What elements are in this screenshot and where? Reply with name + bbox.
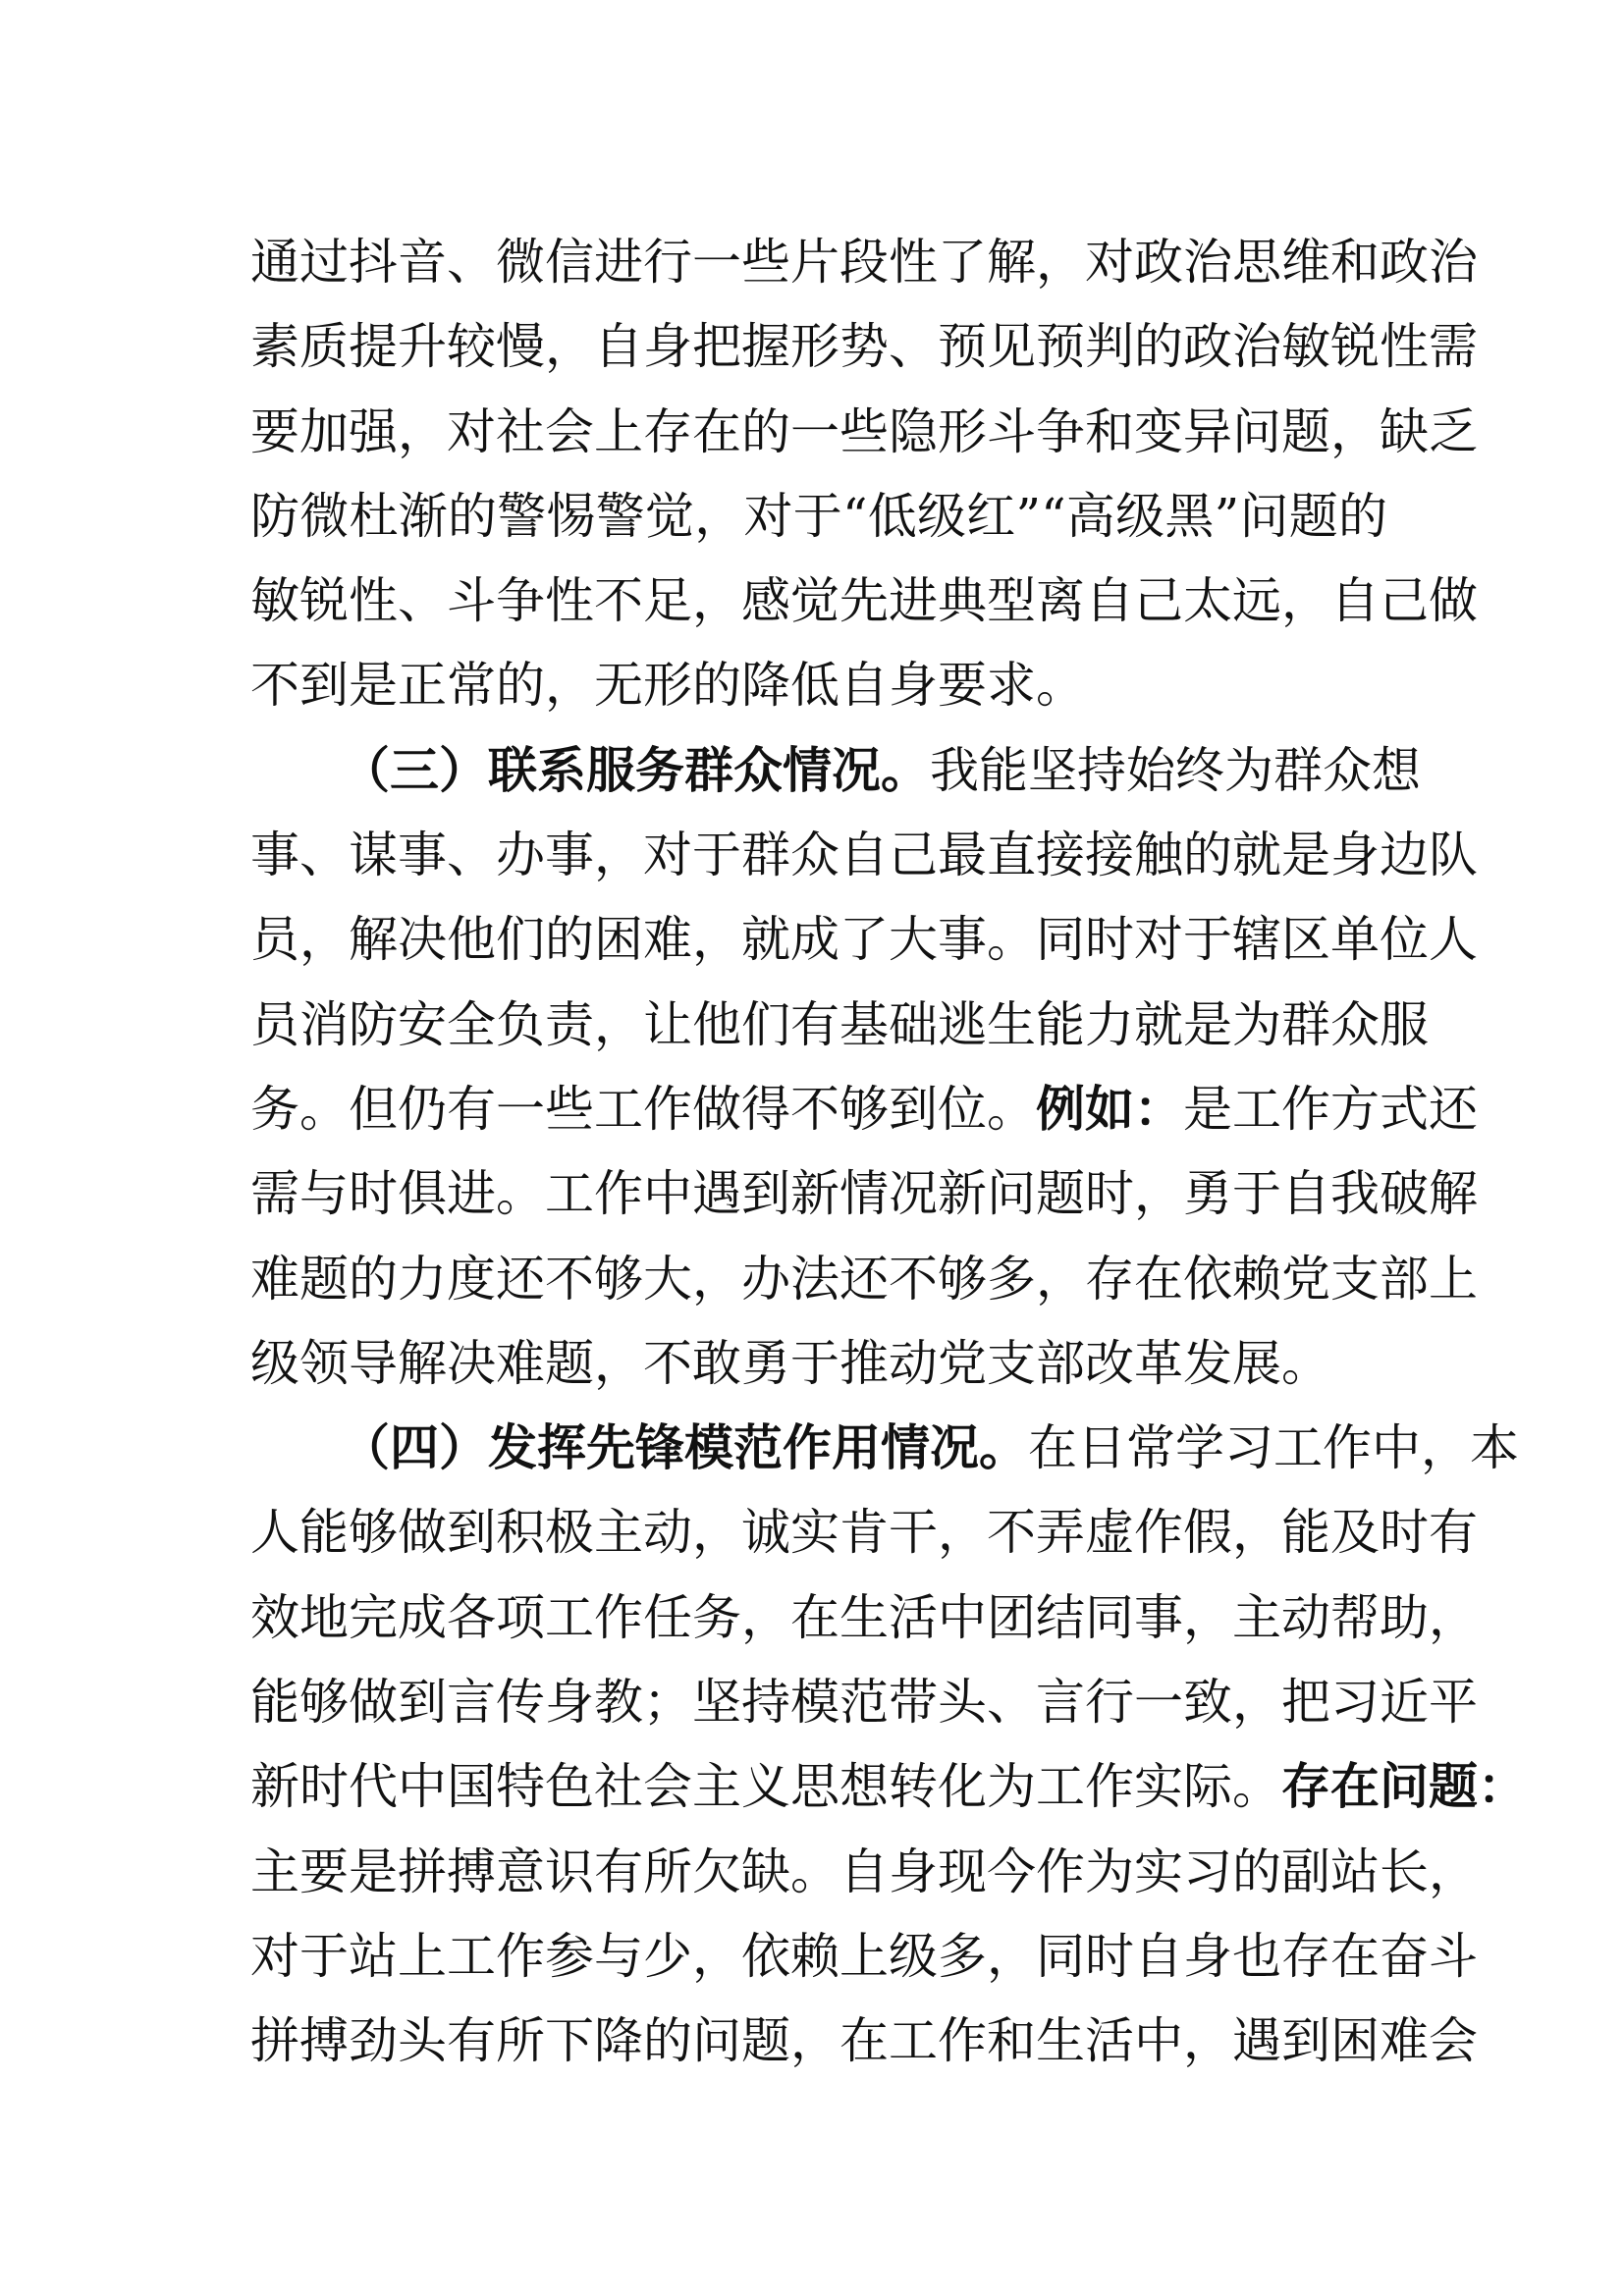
- text-line: [250, 897, 1478, 982]
- body-text: 防微杜渐的警惕警觉，对于“低级红”“高级黑”问题的: [250, 487, 1387, 545]
- body-text: 我能坚持始终为群众想: [930, 741, 1421, 799]
- text-line: [250, 1999, 1478, 2083]
- bold-heading-text: 存在问题：: [1281, 1757, 1527, 1816]
- bold-heading-text: （四）发挥先锋模范作用情况。: [341, 1418, 1028, 1477]
- bold-heading-text: （三）联系服务群众情况。: [341, 740, 930, 799]
- text-line: [250, 1914, 1478, 1999]
- body-text: 人能够做到积极主动，诚实肯干，不弄虚作假，能及时有: [250, 1504, 1478, 1562]
- text-line: [250, 643, 1387, 727]
- paragraph: [250, 1406, 1527, 2083]
- body-text: 对于站上工作参与少，依赖上级多，同时自身也存在奋斗: [250, 1927, 1478, 1985]
- text-line: [250, 1830, 1478, 1914]
- body-text: 在日常学习工作中，本: [1028, 1419, 1519, 1477]
- body-text: 不到是正常的，无形的降低自身要求。: [250, 657, 1085, 715]
- body-text: 敏锐性、斗争性不足，感觉先进典型离自己太远，自己做: [250, 572, 1478, 630]
- body-text: 主要是拼搏意识有所欠缺。自身现今作为实习的副站长，: [250, 1842, 1478, 1900]
- body-text: 素质提升较慢，自身把握形势、预见预判的政治敏锐性需: [250, 318, 1478, 376]
- text-line: [250, 390, 1478, 474]
- body-text: 事、谋事、办事，对于群众自己最直接接触的就是身边队: [250, 827, 1478, 884]
- text-line: [250, 1575, 1478, 1660]
- body-text: 效地完成各项工作任务，在生活中团结同事，主动帮助，: [250, 1588, 1478, 1646]
- body-text: 级领导解决难题，不敢勇于推动党支部改革发展。: [250, 1334, 1330, 1392]
- text-line: [250, 728, 1421, 813]
- body-text: 通过抖音、微信进行一些片段性了解，对政治思维和政治: [250, 234, 1478, 291]
- text-line: [250, 1660, 1478, 1744]
- bold-heading-text: 例如：: [1036, 1079, 1183, 1138]
- text-line: [250, 304, 1478, 389]
- body-text: 是工作方式还: [1183, 1080, 1478, 1138]
- text-line: [250, 1744, 1527, 1829]
- text-line: [250, 1321, 1387, 1406]
- paragraph: [250, 220, 1478, 728]
- body-text: 新时代中国特色社会主义思想转化为工作实际。: [250, 1758, 1281, 1816]
- body-text: 需与时俱进。工作中遇到新情况新问题时，勇于自我破解: [250, 1165, 1478, 1223]
- text-line: [250, 1490, 1478, 1575]
- body-text: 难题的力度还不够大，办法还不够多，存在依赖党支部上: [250, 1250, 1478, 1308]
- body-text: 务。但仍有一些工作做得不够到位。: [250, 1080, 1036, 1138]
- body-text: 要加强，对社会上存在的一些隐形斗争和变异问题，缺乏: [250, 402, 1478, 460]
- body-text: 员消防安全负责，让他们有基础逃生能力就是为群众服: [250, 995, 1429, 1053]
- text-line: [250, 1406, 1519, 1490]
- text-line: [250, 1237, 1478, 1321]
- text-line: [250, 983, 1429, 1067]
- text-line: [250, 1067, 1478, 1151]
- body-text: 员，解决他们的困难，就成了大事。同时对于辖区单位人: [250, 911, 1478, 969]
- paragraph: [250, 728, 1478, 1406]
- text-line: [250, 813, 1478, 897]
- body-text: 能够做到言传身教；坚持模范带头、言行一致，把习近平: [250, 1674, 1478, 1732]
- text-line: [250, 474, 1387, 559]
- text-line: [250, 220, 1478, 304]
- body-text: 拼搏劲头有所下降的问题，在工作和生活中，遇到困难会: [250, 2012, 1478, 2070]
- text-line: [250, 559, 1478, 643]
- text-line: [250, 1151, 1478, 1236]
- document-body: [250, 220, 1527, 2084]
